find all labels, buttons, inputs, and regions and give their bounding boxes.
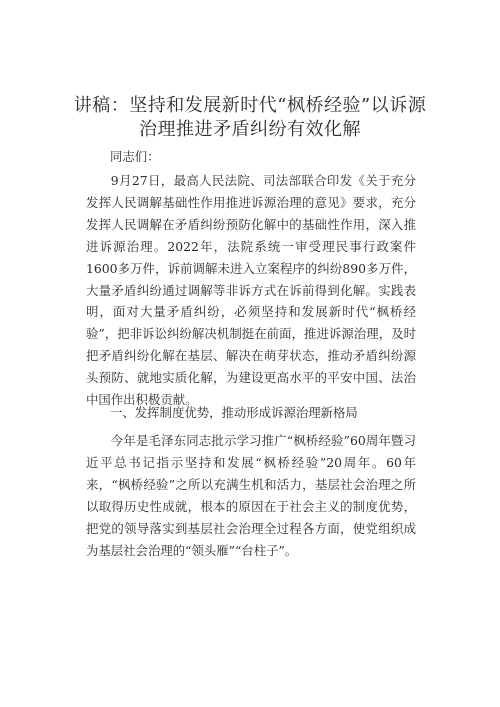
section-1-heading: 一、发挥制度优势，推动形成诉源治理新格局 — [110, 405, 358, 420]
paragraph-2 — [86, 430, 416, 561]
paragraph-1 — [86, 170, 416, 411]
paragraph-2-text: 今年是毛泽东同志批示学习推广“枫桥经验”60周年暨习近平总书记指示坚持和发展“枫桥经验”20周年。60年来，“枫桥经验”之所以充满生机和活力，基层社会治理之所以取得历史性成就，根本的原因在于社会主义的制度优势，把党的领导落实到基层社会治理全过程各方面，使党组织成为基层社会治理的“领头雁”“台柱子”。 — [86, 433, 416, 558]
title-line-2: 治理推进矛盾纠纷有效化解 — [139, 119, 361, 140]
title-line-1: 讲稿：坚持和发展新时代“枫桥经验”以诉源 — [73, 95, 427, 116]
document-title — [60, 94, 440, 142]
paragraph-1-text: 9月27日，最高人民法院、司法部联合印发《关于充分发挥人民调解基础性作用推进诉源治理的意见》要求，充分发挥人民调解在矛盾纠纷预防化解中的基础性作用，深入推进诉源治理。2022年，法院系统一审受理民事行政案件1600多万件，诉前调解未进入立案程序的纠纷890多万件，大量矛盾纠纷通过调解等非诉方式在诉前得到化解。实践表明，面对大量矛盾纠纷，必须坚持和发展新时代“枫桥经验”，把非诉讼纠纷解决机制挺在前面，推进诉源治理，及时把矛盾纠纷化解在基层、解决在萌芽状态，推动矛盾纠纷源头预防、就地实质化解，为建设更高水平的平安中国、法治中国作出积极贡献。 — [86, 173, 416, 408]
salutation: 同志们： — [110, 149, 160, 164]
